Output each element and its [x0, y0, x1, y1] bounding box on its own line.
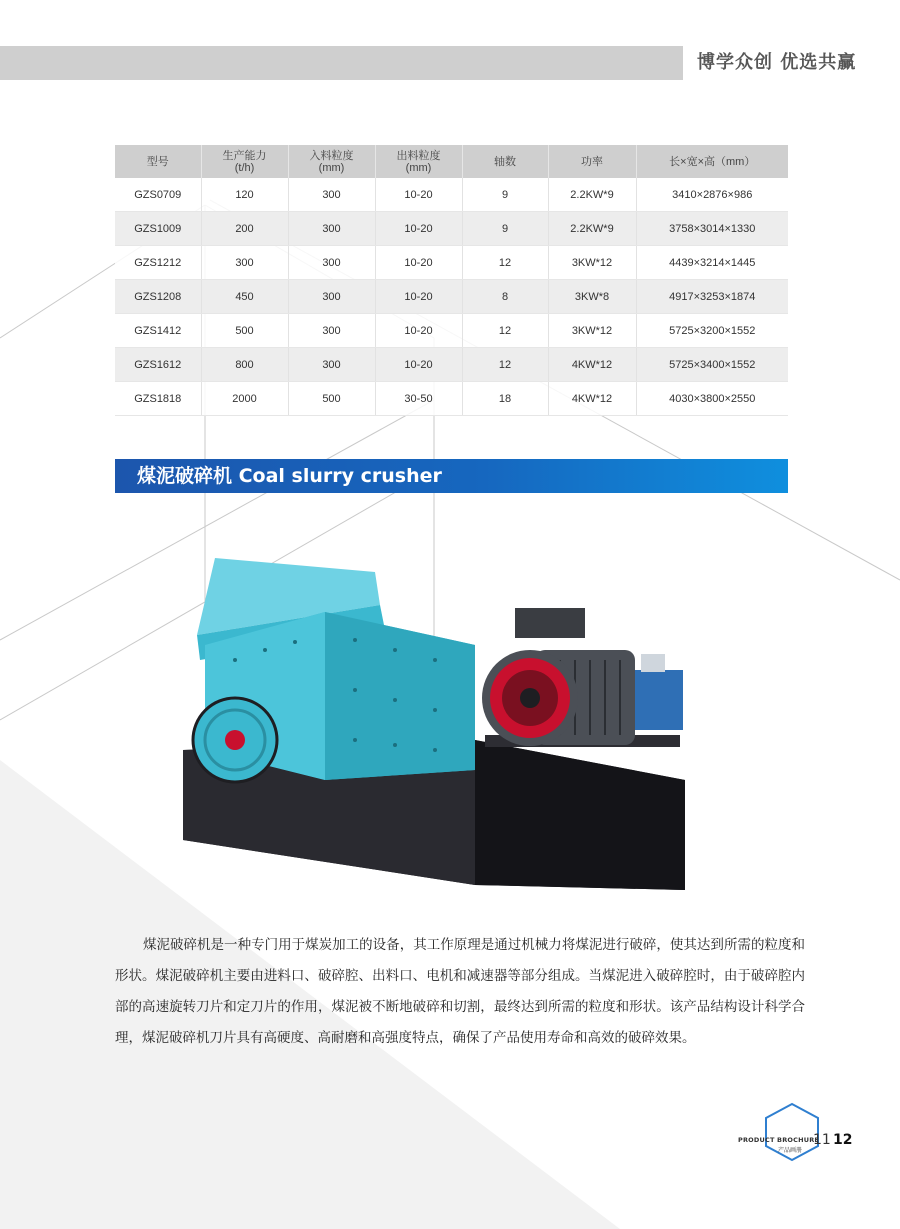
column-header: 型号	[115, 145, 201, 178]
table-cell: 4917×3253×1874	[636, 280, 788, 314]
column-header: 生产能力 (t/h)	[201, 145, 288, 178]
section-title-bar	[115, 459, 788, 493]
table-cell: 4439×3214×1445	[636, 246, 788, 280]
table-cell: 2.2KW*9	[548, 212, 636, 246]
table-cell: 12	[462, 348, 548, 382]
table-cell: 12	[462, 246, 548, 280]
column-header: 功率	[548, 145, 636, 178]
table-row	[115, 314, 788, 348]
table-cell: 300	[288, 314, 375, 348]
column-header: 入料粒度 (mm)	[288, 145, 375, 178]
table-cell: GZS0709	[115, 178, 201, 212]
spec-table-header	[115, 145, 788, 178]
table-row	[115, 246, 788, 280]
table-cell: 300	[201, 246, 288, 280]
table-cell: 9	[462, 178, 548, 212]
table-cell: 10-20	[375, 178, 462, 212]
table-cell: GZS1208	[115, 280, 201, 314]
table-cell: 3KW*12	[548, 314, 636, 348]
table-cell: 500	[201, 314, 288, 348]
table-cell: 3758×3014×1330	[636, 212, 788, 246]
coal-slurry-crusher-photo	[175, 550, 695, 910]
table-cell: 500	[288, 382, 375, 416]
table-cell: GZS1818	[115, 382, 201, 416]
brochure-label-en: PRODUCT BROCHURE	[738, 1136, 820, 1144]
table-cell: 9	[462, 212, 548, 246]
page-number-left: 11	[813, 1132, 831, 1148]
table-cell: 18	[462, 382, 548, 416]
column-header: 出料粒度 (mm)	[375, 145, 462, 178]
table-cell: 300	[288, 212, 375, 246]
table-cell: 300	[288, 178, 375, 212]
table-cell: 4030×3800×2550	[636, 382, 788, 416]
page-footer	[730, 1100, 860, 1190]
table-cell: 10-20	[375, 280, 462, 314]
header-slogan: 博学众创 优选共赢	[697, 52, 857, 73]
product-description: 煤泥破碎机是一种专门用于煤炭加工的设备，其工作原理是通过机械力将煤泥进行破碎，使其达到所需的粒度和形状。煤泥破碎机主要由进料口、破碎腔、出料口、电机和减速器等部分组成。当煤泥进入破碎腔时，由于破碎腔内部的高速旋转刀片和定刀片的作用，煤泥被不断地破碎和切割，最终达到所需的粒度和形状。该产品结构设计科学合理，煤泥破碎机刀片具有高硬度、高耐磨和高强度特点，确保了产品使用寿命和高效的破碎效果。	[115, 937, 805, 1046]
table-cell: GZS1212	[115, 246, 201, 280]
table-cell: 3410×2876×986	[636, 178, 788, 212]
table-cell: 2000	[201, 382, 288, 416]
table-cell: 5725×3400×1552	[636, 348, 788, 382]
table-cell: 10-20	[375, 348, 462, 382]
table-cell: 10-20	[375, 212, 462, 246]
table-cell: 3KW*8	[548, 280, 636, 314]
table-cell: 10-20	[375, 246, 462, 280]
table-cell: 300	[288, 246, 375, 280]
table-cell: 12	[462, 314, 548, 348]
table-cell: 450	[201, 280, 288, 314]
page-number-right: 12	[833, 1132, 853, 1148]
table-cell: 10-20	[375, 314, 462, 348]
table-cell: 300	[288, 348, 375, 382]
column-header: 轴数	[462, 145, 548, 178]
brochure-label-cn: 产品画册	[778, 1147, 803, 1154]
section-title: 煤泥破碎机 Coal slurry crusher	[137, 465, 442, 487]
table-cell: 5725×3200×1552	[636, 314, 788, 348]
table-cell: GZS1009	[115, 212, 201, 246]
table-cell: 8	[462, 280, 548, 314]
header-bar	[0, 46, 683, 80]
table-row	[115, 280, 788, 314]
table-row	[115, 212, 788, 246]
table-cell: 120	[201, 178, 288, 212]
table-cell: 200	[201, 212, 288, 246]
table-row	[115, 382, 788, 416]
table-cell: 30-50	[375, 382, 462, 416]
table-cell: 800	[201, 348, 288, 382]
column-header: 长×宽×高（mm）	[636, 145, 788, 178]
table-cell: GZS1612	[115, 348, 201, 382]
table-cell: 4KW*12	[548, 348, 636, 382]
table-cell: 4KW*12	[548, 382, 636, 416]
table-row	[115, 348, 788, 382]
table-cell: 3KW*12	[548, 246, 636, 280]
table-row	[115, 178, 788, 212]
table-cell: 2.2KW*9	[548, 178, 636, 212]
table-cell: GZS1412	[115, 314, 201, 348]
table-cell: 300	[288, 280, 375, 314]
spec-table	[115, 145, 788, 416]
